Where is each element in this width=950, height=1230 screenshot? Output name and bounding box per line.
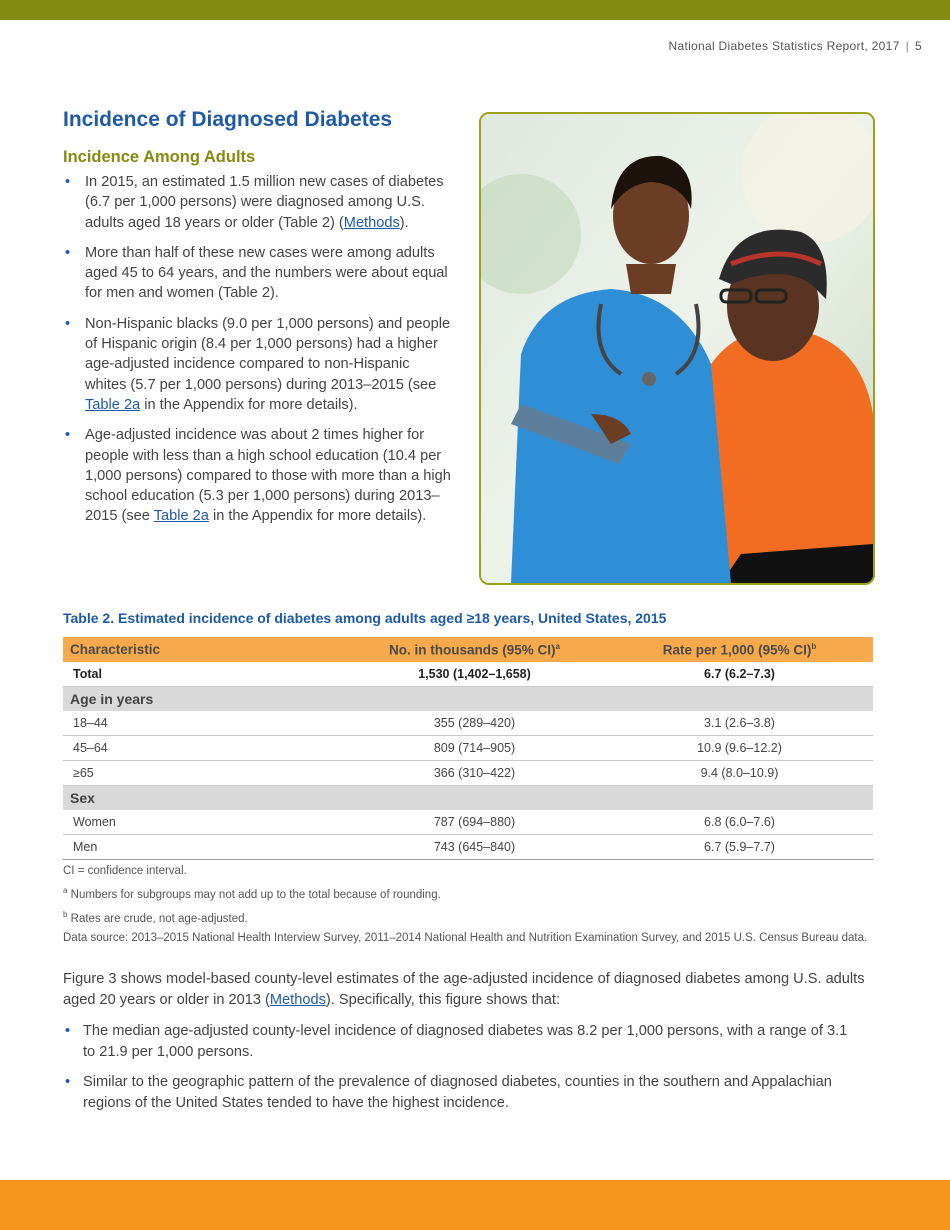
- table-row-total: Total 1,530 (1,402–1,658) 6.7 (6.2–7.3): [63, 662, 873, 687]
- bullet-item: • More than half of these new cases were among adults aged 45 to 64 years, and the numbers were about equal for men and women (Table 2).: [65, 244, 448, 302]
- table-notes: [63, 865, 873, 951]
- bullet-item: • The median age-adjusted county-level incidence of diagnosed diabetes was 8.2 per 1,000 persons, with a range of 3.1 to 21.9 per 1,000 persons.: [65, 1023, 848, 1060]
- table-row: 45–64 809 (714–905) 10.9 (9.6–12.2): [63, 736, 873, 761]
- figure-bullet-list: [63, 1021, 863, 1123]
- figure-paragraph: Figure 3 shows model-based county-level estimates of the age-adjusted incidence of diagnosed diabetes among U.S. adults aged 20 years or older in 2013 (Methods). Specifically, this figure shows that:: [63, 971, 865, 1008]
- note-b: $^b$ Rates are crude, not age-adjusted.: [63, 909, 248, 925]
- section-subtitle: Incidence Among Adults: [63, 148, 256, 166]
- report-title: National Diabetes Statistics Report, 2017: [668, 39, 900, 53]
- bullet-dot-icon: •: [65, 1023, 71, 1039]
- table-2a-link[interactable]: Table 2a: [85, 396, 141, 413]
- note-a: $^a$ Numbers for subgroups may not add up to the total because of rounding.: [63, 886, 441, 901]
- table-row: 18–44 355 (289–420) 3.1 (2.6–3.8): [63, 711, 873, 736]
- methods-link[interactable]: Methods: [269, 991, 326, 1008]
- nurse-patient-photo: [479, 112, 875, 585]
- header-number: No. in thousands (95% CI)$^a$: [343, 637, 606, 662]
- table-header-row: [63, 637, 873, 662]
- table-row: Women 787 (694–880) 6.8 (6.0–7.6): [63, 810, 873, 835]
- note-ci: CI = confidence interval.: [63, 865, 187, 877]
- table-2a-link[interactable]: Table 2a: [153, 508, 209, 525]
- bottom-color-bar: [0, 1180, 950, 1230]
- photo-illustration: [481, 114, 873, 583]
- bullet-dot-icon: •: [65, 315, 71, 332]
- page-number: 5: [915, 39, 922, 53]
- top-color-bar: [0, 0, 950, 20]
- bullet-dot-icon: •: [65, 427, 71, 444]
- bullet-item: • Similar to the geographic pattern of the prevalence of diagnosed diabetes, counties in the southern and Appalachian regions of the United States tended to have the highest incidence.: [65, 1074, 832, 1111]
- bullet-item: • Non-Hispanic blacks (9.0 per 1,000 persons) and people of Hispanic origin (8.4 per 1,000 persons) had a higher age-adjusted incidence compared to non-Hispanic whites (5.7 per 1,000 persons) during 2013–2015 (see Table 2a in the Appendix for more details).: [65, 315, 451, 413]
- incidence-bullet-list: [63, 172, 453, 537]
- running-header: [669, 39, 923, 53]
- header-characteristic: Characteristic: [63, 637, 343, 662]
- table-row: ≥65 366 (310–422) 9.4 (8.0–10.9): [63, 761, 873, 786]
- bullet-item: • Age-adjusted incidence was about 2 times higher for people with less than a high school education (10.4 per 1,000 persons) compared to those with more than a high school education (5.3 per 1,000 persons) during 2013–2015 (see Table 2a in the Appendix for more details).: [65, 427, 451, 525]
- header-separator: |: [905, 39, 910, 53]
- bullet-dot-icon: •: [65, 1074, 71, 1090]
- incidence-table: [63, 637, 873, 860]
- header-rate: Rate per 1,000 (95% CI)$^b$: [606, 637, 873, 662]
- note-source: Data source: 2013–2015 National Health Interview Survey, 2011–2014 National Health and Nutrition Examination Survey, and 2015 U.S. Census Bureau data.: [63, 931, 868, 944]
- bullet-dot-icon: •: [65, 244, 71, 261]
- table-group-age: Age in years: [63, 687, 873, 712]
- table-caption: Table 2. Estimated incidence of diabetes among adults aged ≥18 years, United States, 2015: [63, 610, 667, 626]
- methods-link[interactable]: Methods: [343, 214, 400, 231]
- table-row: Men 743 (645–840) 6.7 (5.9–7.7): [63, 835, 873, 860]
- section-title: Incidence of Diagnosed Diabetes: [63, 108, 393, 131]
- bullet-dot-icon: •: [65, 174, 71, 190]
- table-group-sex: Sex: [63, 786, 873, 811]
- bullet-item: • In 2015, an estimated 1.5 million new cases of diabetes (6.7 per 1,000 persons) were diagnosed among U.S. adults aged 18 years or older (Table 2) (Methods).: [65, 174, 444, 231]
